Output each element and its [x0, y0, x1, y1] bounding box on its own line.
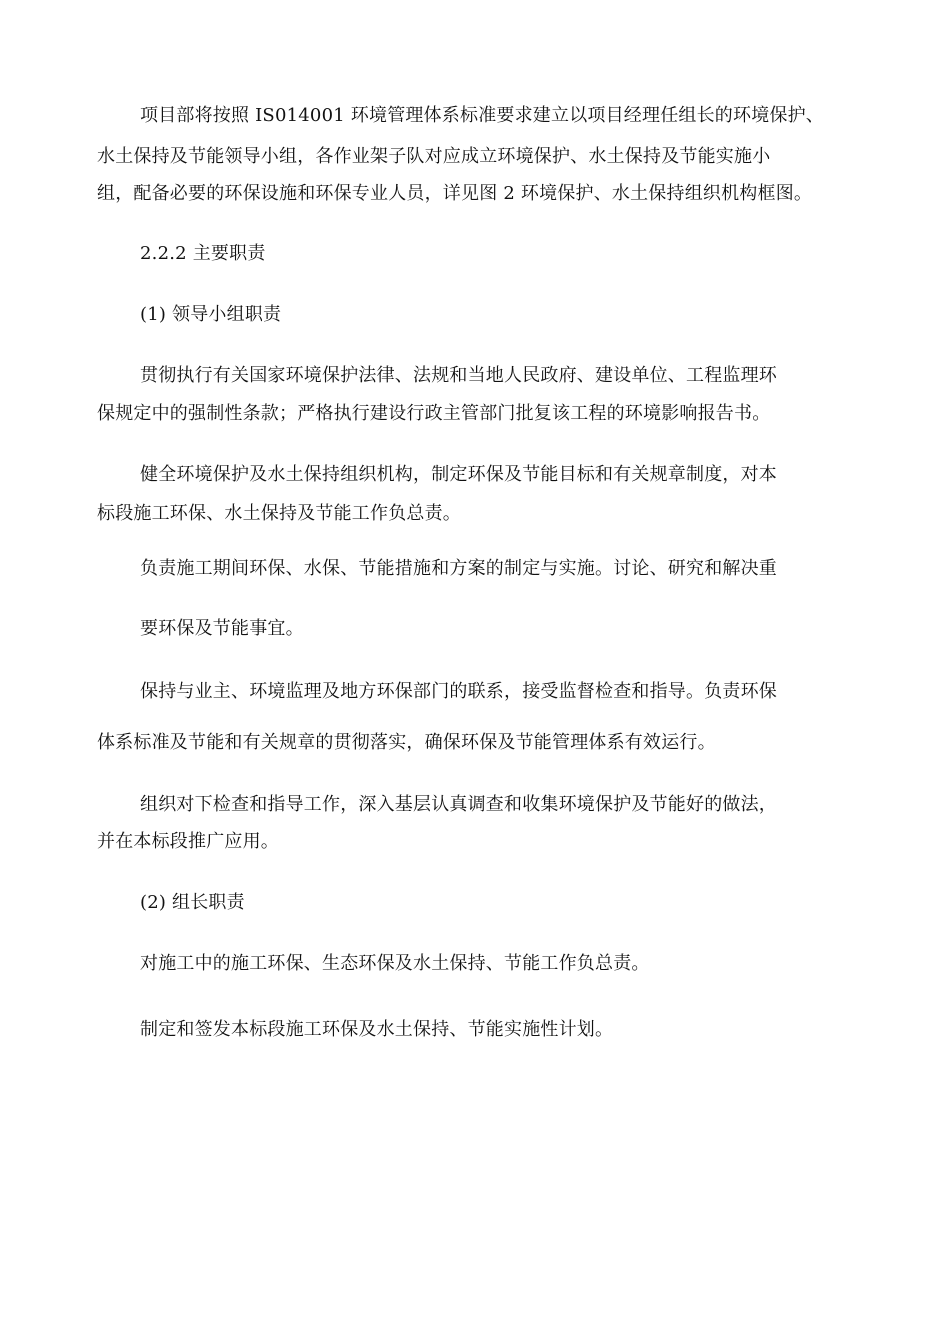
duty-2-line-2: 标段施工环保、水土保持及节能工作负总责。	[97, 503, 461, 524]
section-heading-main-duties: 2.2.2 主要职责	[140, 243, 266, 264]
duty-5-line-2: 并在本标段推广应用。	[97, 831, 279, 852]
duty-4-line-1: 保持与业主、环境监理及地方环保部门的联系，接受监督检查和指导。负责环保	[140, 681, 777, 702]
intro-line-1: 项目部将按照 IS014001 环境管理体系标准要求建立以项目经理任组长的环境保护、	[140, 105, 824, 126]
duty-1-line-2: 保规定中的强制性条款；严格执行建设行政主管部门批复该工程的环境影响报告书。	[97, 403, 771, 424]
duty-3-line-1: 负责施工期间环保、水保、节能措施和方案的制定与实施。讨论、研究和解决重	[140, 558, 777, 579]
duty-4-line-2: 体系标准及节能和有关规章的贯彻落实，确保环保及节能管理体系有效运行。	[97, 732, 716, 753]
intro-line-2: 水土保持及节能领导小组，各作业架子队对应成立环境保护、水土保持及节能实施小	[97, 146, 771, 167]
leader-duty-2: 制定和签发本标段施工环保及水土保持、节能实施性计划。	[140, 1019, 614, 1040]
duty-3-line-2: 要环保及节能事宜。	[140, 618, 304, 639]
duty-5-line-1: 组织对下检查和指导工作，深入基层认真调查和收集环境保护及节能好的做法，	[140, 794, 777, 815]
leader-duty-1: 对施工中的施工环保、生态环保及水土保持、节能工作负总责。	[140, 953, 650, 974]
subheading-leader-duties: (2) 组长职责	[140, 892, 245, 913]
duty-2-line-1: 健全环境保护及水土保持组织机构，制定环保及节能目标和有关规章制度，对本	[140, 464, 777, 485]
duty-1-line-1: 贯彻执行有关国家环境保护法律、法规和当地人民政府、建设单位、工程监理环	[140, 365, 777, 386]
subheading-leading-group-duties: (1) 领导小组职责	[140, 304, 282, 325]
intro-line-3: 组，配备必要的环保设施和环保专业人员，详见图 2 环境保护、水土保持组织机构框图。	[97, 183, 813, 204]
